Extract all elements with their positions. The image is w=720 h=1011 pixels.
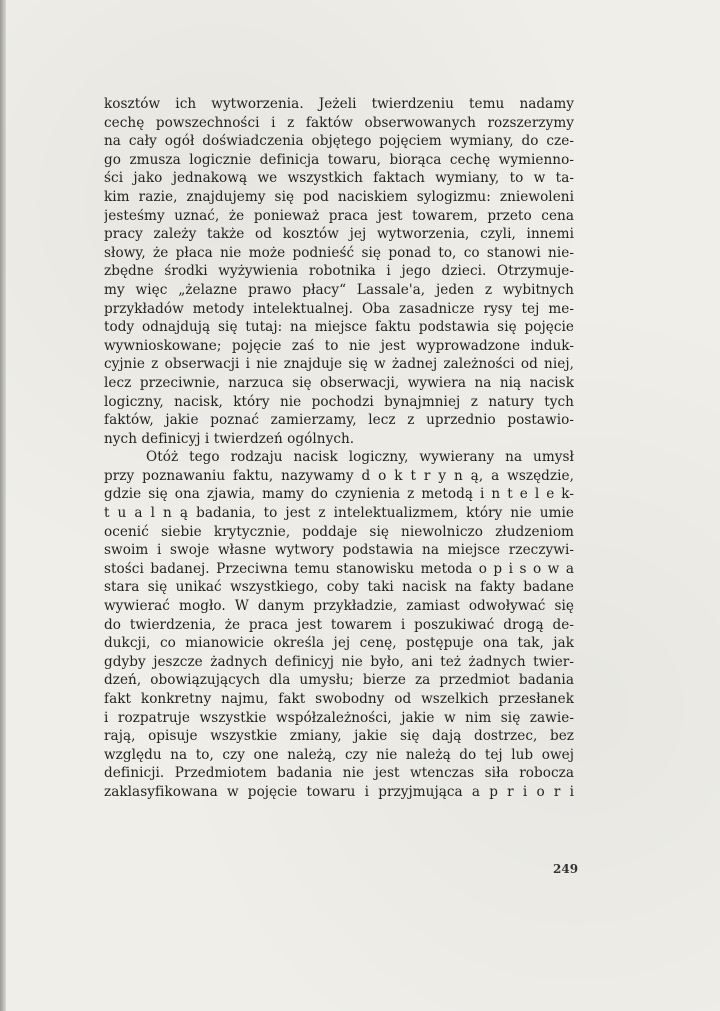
text-line: t u a l n ą badania, to jest z intelektualizmem, który nie umie xyxy=(104,505,574,522)
body-text xyxy=(104,95,574,802)
text-line: swoim i swoje własne wytwory podstawia na miejsce rzeczywi- xyxy=(104,542,574,559)
text-line: cyjnie z obserwacji i nie znajduje się w żadnej zależności od niej, xyxy=(104,356,574,373)
text-line: faktów, jakie poznać zamierzamy, lecz z uprzednio postawio- xyxy=(104,412,574,429)
text-line: przykładów metody intelektualnej. Oba zasadnicze rysy tej me- xyxy=(104,300,574,317)
text-line: wywierać mogło. W danym przykładzie, zamiast odwoływać się xyxy=(104,598,574,615)
text-line: ści jako jednakową we wszystkich faktach wymiany, to w ta- xyxy=(104,170,574,187)
text-line: ocenić siebie krytycznie, poddaje się niewolniczo złudzeniom xyxy=(104,523,574,540)
paragraph-1 xyxy=(104,95,574,448)
text-line: zaklasyfikowana w pojęcie towaru i przyjmująca a p r i o r i xyxy=(104,783,574,800)
text-line: jesteśmy uznać, że ponieważ praca jest towarem, przeto cena xyxy=(104,207,574,224)
text-line: logiczny, nacisk, który nie pochodzi bynajmniej z natury tych xyxy=(104,393,574,410)
text-line: my więc „żelazne prawo płacy“ Lassale'a, jeden z wybitnych xyxy=(104,281,574,298)
text-line: dzeń, obowiązujących dla umysłu; bierze za przedmiot badania xyxy=(104,672,574,689)
text-line: dukcji, co mianowicie określa jej cenę, postępuje ona tak, jak xyxy=(104,635,574,652)
text-line: stara się unikać wszystkiego, coby taki nacisk na fakty badane xyxy=(104,579,574,596)
text-line: lecz przeciwnie, narzuca się obserwacji, wywiera na nią nacisk xyxy=(104,374,574,391)
text-line: rają, opisuje wszystkie zmiany, jakie się dają dostrzec, bez xyxy=(104,728,574,745)
text-line: i rozpatruje wszystkie współzależności, jakie w nim się zawie- xyxy=(104,709,574,726)
text-line: wywnioskowane; pojęcie zaś to nie jest wyprowadzone induk- xyxy=(104,337,574,354)
text-line: cechę powszechności i z faktów obserwowanych rozszerzymy xyxy=(104,114,574,131)
text-line: przy poznawaniu faktu, nazywamy d o k t r y n ą, a wszędzie, xyxy=(104,467,574,484)
text-line: definicji. Przedmiotem badania nie jest wtenczas siła robocza xyxy=(104,765,574,782)
text-line: pracy zależy także od kosztów jej wytworzenia, czyli, innemi xyxy=(104,226,574,243)
text-line: go zmusza logicznie definicja towaru, biorąca cechę wymienno- xyxy=(104,151,574,168)
text-line: fakt konkretny najmu, fakt swobodny od wszelkich przesłanek xyxy=(104,691,574,707)
text-line: kosztów ich wytworzenia. Jeżeli twierdzeniu temu nadamy xyxy=(104,96,574,112)
text-line: gdyby jeszcze żadnych definicyj nie było, ani też żadnych twier- xyxy=(104,653,574,670)
text-line: gdzie się ona zjawia, mamy do czynienia z metodą i n t e l e k- xyxy=(104,486,574,503)
text-line: do twierdzenia, że praca jest towarem i poszukiwać drogą de- xyxy=(104,616,574,633)
page-number: 249 xyxy=(553,862,579,876)
text-line: kim razie, znajdujemy się pod naciskiem sylogizmu: zniewoleni xyxy=(104,188,574,205)
page-binding-edge xyxy=(0,0,6,1011)
text-line: na cały ogół doświadczenia objętego pojęciem wymiany, do cze- xyxy=(104,133,574,150)
text-line: słowy, że płaca nie może podnieść się ponad to, co stanowi nie- xyxy=(104,244,574,261)
text-line: nych definicyj i twierdzeń ogólnych. xyxy=(104,430,355,447)
text-line: tody odnajdują się tutaj: na miejsce faktu podstawia się pojęcie xyxy=(104,319,574,336)
text-line: Otóż tego rodzaju nacisk logiczny, wywierany na umysł xyxy=(146,449,574,466)
text-line: zbędne środki wyżywienia robotnika i jego dzieci. Otrzymuje- xyxy=(104,263,574,280)
text-line: względu na to, czy one należą, czy nie należą do tej lub owej xyxy=(104,746,574,763)
text-line: stości badanej. Przeciwna temu stanowisku metoda o p i s o w a xyxy=(104,560,574,577)
paragraph-2 xyxy=(104,448,574,801)
